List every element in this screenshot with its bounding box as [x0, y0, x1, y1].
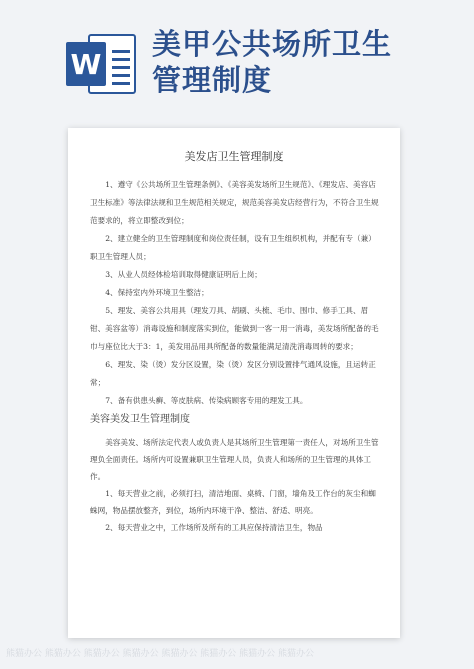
word-badge: W [66, 42, 106, 86]
paragraph: 1、遵守《公共场所卫生管理条例》、《美容美发场所卫生规范》、《理发店、美容店卫生标准》等法律法规和卫生规范相关规定，规范美容美发店经营行为，不符合卫生规范要求的，将立即整改到位； [90, 180, 379, 225]
page-title-line1: 美甲公共场所卫生 [152, 27, 393, 61]
document-body [90, 176, 380, 536]
document-title: 美发店卫生管理制度 [184, 150, 284, 163]
paragraph: 1、每天营业之前，必须打扫，清洁地面、桌椅、门窗，墙角及工作台的灰尘和蜘蛛网，物品摆放整齐，到位，场所内环境干净、整洁、舒适、明亮。 [90, 489, 376, 515]
paragraph: 7、备有供患头癣、等皮肤病、传染病顾客专用的理发工具。 [105, 396, 308, 405]
word-icon [66, 32, 138, 96]
paragraph: 2、建立健全的卫生管理制度和岗位责任制，设有卫生组织机构，并配有专（兼）职卫生管理人员； [90, 234, 376, 261]
paragraph: 4、保持室内外环境卫生整洁； [105, 288, 209, 297]
page-title-line2: 管理制度 [152, 63, 273, 97]
paragraph: 3、从业人员经体检培训取得健康证明后上岗； [105, 270, 262, 279]
header [0, 0, 474, 120]
paragraph: 5、理发、美容公共用具（理发刀具、胡刷、头梳、毛巾、围巾、修手工具、眉钳、美容盆等）消毒设施和制度落实到位，能做到一客一用一消毒，美发场所配备的毛巾与座位比大于3：1，美发用品用具所配备的数量能满足清洗消毒周转的要求； [90, 306, 379, 351]
paragraph: 美容美发、场所法定代表人或负责人是其场所卫生管理第一责任人，对场所卫生管理负全面责任。场所内可设置兼职卫生管理人员，负责人和场所的卫生管理的具体工作。 [90, 438, 379, 481]
watermark: 熊猫办公 熊猫办公 熊猫办公 熊猫办公 熊猫办公 熊猫办公 熊猫办公 熊猫办公 [6, 649, 315, 659]
paragraph: 6、理发、染（烫）发分区设置，染（烫）发区分别设置排气通风设施，且运转正常； [90, 360, 376, 387]
page-title [152, 26, 392, 98]
document-preview [68, 128, 400, 638]
paragraph: 2、每天营业之中，工作场所及所有的工具应保持清洁卫生，物品 [105, 523, 323, 532]
document-subtitle: 美容美发卫生管理制度 [90, 414, 190, 425]
